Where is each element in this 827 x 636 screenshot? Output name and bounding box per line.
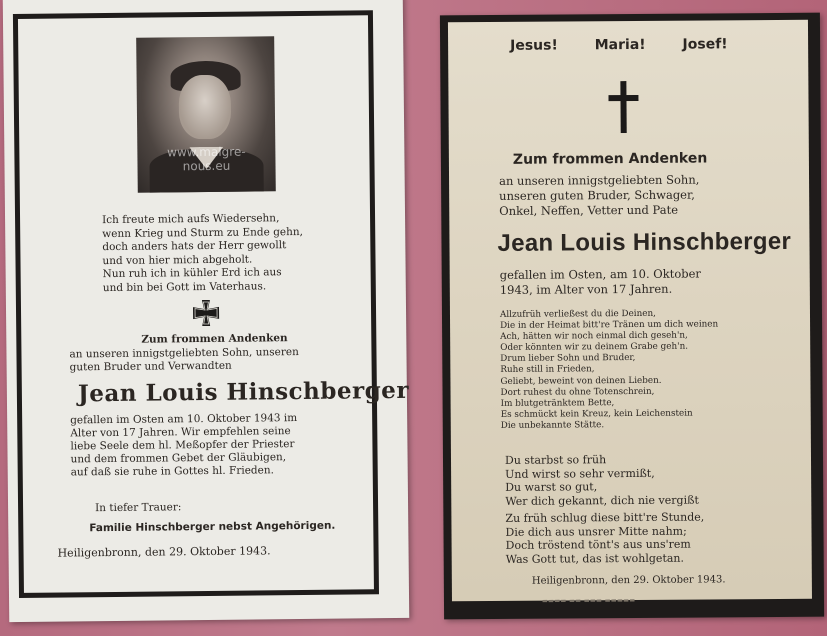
left-body-line: auf daß sie ruhe in Gottes hl. Frieden.	[70, 464, 275, 479]
poem-line: Dort ruhest du ohne Totenschrein,	[500, 386, 655, 398]
left-andenken-heading: Zum frommen Andenken	[141, 332, 288, 346]
right-poem-2	[505, 453, 699, 508]
poem-line: Die in der Heimat bitt're Tränen um dich weinen	[500, 319, 719, 332]
right-relation-line: Onkel, Neffen, Vetter und Pate	[499, 202, 679, 218]
watermark-line: www.malgre-	[167, 144, 246, 160]
poem-line: doch anders hats der Herr gewollt	[102, 239, 287, 254]
right-relation-line: an unseren innigstgeliebten Sohn,	[499, 172, 700, 188]
right-fallen-line: gefallen im Osten, am 10. Oktober	[499, 266, 701, 282]
watermark-line: nous.eu	[182, 158, 231, 174]
poem-line: Du warst so gut,	[505, 480, 598, 494]
poem-line: und bin bei Gott im Vaterhaus.	[102, 279, 267, 294]
right-poem-3	[505, 511, 704, 566]
poem-line: Im blutgetränktem Bette,	[500, 397, 615, 409]
left-card-black-frame	[13, 10, 410, 598]
poem-line: Die unbekannte Stätte.	[500, 420, 605, 431]
right-fallen-line: 1943, im Alter von 17 Jahren.	[499, 281, 673, 297]
right-date-line: Heiligenbronn, den 29. Oktober 1943.	[531, 574, 726, 587]
poem-line: Und wirst so sehr vermißt,	[505, 466, 655, 481]
left-memorial-card	[3, 0, 410, 622]
portrait-face	[179, 75, 232, 140]
poem-line: Ruhe still in Frieden,	[500, 364, 595, 376]
left-body-line: Alter von 17 Jahren. Wir empfehlen seine	[70, 425, 291, 440]
left-body-line: liebe Seele dem hl. Meßopfer der Priester	[70, 438, 295, 453]
poem-line: Nun ruh ich in kühler Erd ich aus	[102, 266, 282, 281]
left-family-signature: Familie Hinschberger nebst Angehörigen.	[89, 519, 336, 535]
watermark	[137, 144, 275, 173]
poem-line: Ich freute mich aufs Wiedersehn,	[102, 212, 280, 227]
jesus-maria-josef-header	[510, 36, 760, 54]
right-card-paper	[448, 20, 812, 605]
poem-line: Zu früh schlug diese bitt're Stunde,	[505, 510, 705, 525]
printer-mark: ▬▬▬▬ ▬▬ ▬▬▬ ▬▬▬▬▬	[541, 596, 636, 605]
latin-cross-icon	[608, 81, 638, 133]
right-andenken-heading: Zum frommen Andenken	[512, 150, 708, 168]
portrait-photo	[136, 36, 276, 192]
poem-line: Geliebt, beweint von deinen Lieben.	[500, 375, 662, 387]
poem-line: Drum lieber Sohn und Bruder,	[500, 353, 636, 365]
iron-cross-icon	[192, 299, 220, 327]
left-relation-line: an unseren innigstgeliebten Sohn, unseren	[69, 346, 299, 361]
poem-line: Allzufrüh verließest du die Deinen,	[499, 308, 656, 320]
poem-line: Doch tröstend tönt's aus uns'rem	[505, 537, 691, 552]
right-poem-1	[500, 308, 719, 432]
poem-line: und von hier mich abgeholt.	[102, 253, 253, 267]
left-poem	[102, 211, 363, 295]
right-deceased-name: Jean Louis Hinschberger	[497, 227, 792, 257]
poem-line: Oder könnten wir zu deinem Grabe geh'n.	[500, 341, 689, 354]
poem-line: wenn Krieg und Sturm zu Ende gehn,	[102, 225, 304, 240]
left-body-line: und dem frommen Gebet der Gläubigen,	[70, 451, 287, 466]
poem-line: Ach, hätten wir noch einmal dich geseh'n,	[500, 330, 688, 343]
header-word: Jesus!	[510, 37, 558, 54]
left-relation-line: guten Bruder und Verwandten	[69, 359, 232, 374]
header-word: Josef!	[682, 36, 728, 53]
right-memorial-card	[440, 13, 824, 620]
poem-line: Die dich aus unsrer Mitte nahm;	[505, 524, 687, 539]
poem-line: Wer dich gekannt, dich nie vergißt	[505, 493, 699, 508]
right-relation-line: unseren guten Bruder, Schwager,	[499, 187, 695, 203]
header-word: Maria!	[594, 36, 646, 54]
left-body-line: gefallen im Osten am 10. Oktober 1943 im	[70, 412, 298, 427]
poem-line: Was Gott tut, das ist wohlgetan.	[505, 551, 685, 566]
left-date-line: Heiligenbronn, den 29. Oktober 1943.	[57, 544, 271, 560]
left-deceased-name: Jean Louis Hinschberger	[77, 376, 410, 408]
poem-line: Es schmückt kein Kreuz, kein Leichenstein	[500, 408, 693, 420]
left-mourning-label: In tiefer Trauer:	[95, 501, 182, 515]
poem-line: Du starbst so früh	[504, 453, 607, 467]
